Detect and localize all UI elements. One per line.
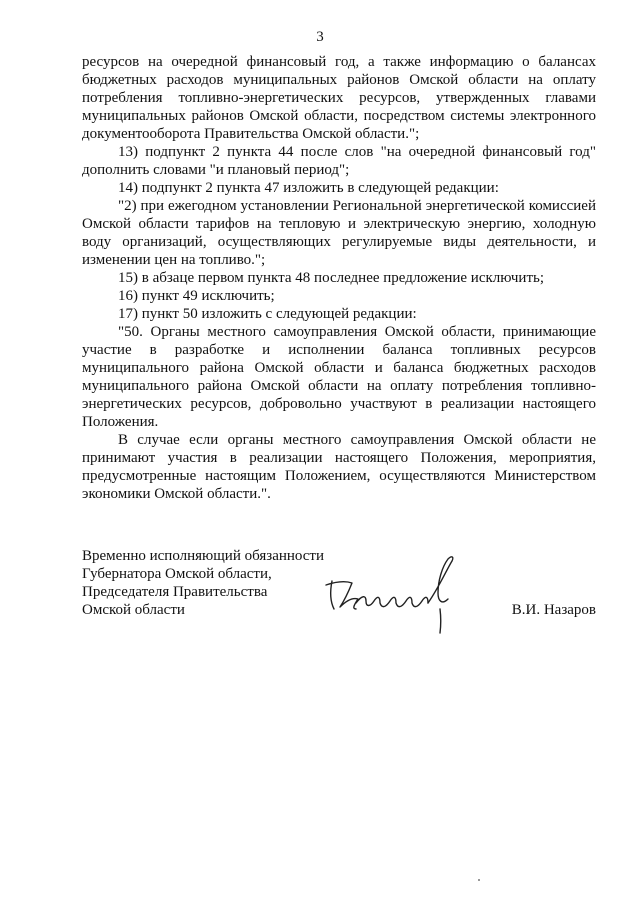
- paragraph-clause-50: "50. Органы местного самоуправления Омской области, принимающие участие в разработке и исполнении баланса топливных ресурсов муниципального района Омской области и баланса бюджетных расходов муниципального района Омской области на оплату потребления топливно-энергетических ресурсов, добровольно участвуют в реализации настоящего Положения.: [82, 324, 596, 430]
- paragraph-item-14: 14) подпункт 2 пункта 47 изложить в следующей редакции:: [118, 180, 499, 196]
- signer-title-line: Омской области: [82, 602, 185, 618]
- page-number: 3: [316, 29, 324, 45]
- handwritten-signature: [320, 551, 470, 637]
- scan-artifact: [478, 879, 480, 881]
- signer-title-line: Губернатора Омской области,: [82, 566, 272, 582]
- paragraph-item-13: 13) подпункт 2 пункта 44 после слов "на очередной финансовый год" дополнить словами "и плановый период";: [82, 144, 596, 178]
- signer-name: В.И. Назаров: [511, 602, 596, 618]
- paragraph-subitem-2: "2) при ежегодном установлении Региональной энергетической комиссией Омской области тарифов на тепловую и электрическую энергию, холодную воду организаций, осуществляющих регулируемые виды деятельности, и изменении цен на топливо.";: [82, 198, 596, 268]
- paragraph-item-15: 15) в абзаце первом пункта 48 последнее предложение исключить;: [118, 270, 545, 286]
- signature-block: [82, 547, 596, 627]
- paragraph-item-17: 17) пункт 50 изложить с следующей редакции:: [118, 306, 417, 322]
- paragraph-item-16: 16) пункт 49 исключить;: [118, 288, 275, 304]
- signer-title: [82, 547, 324, 619]
- document-body: [82, 53, 596, 503]
- signer-title-line: Председателя Правительства: [82, 584, 268, 600]
- paragraph-continuation: ресурсов на очередной финансовый год, а также информацию о балансах бюджетных расходов муниципальных районов Омской области на оплату потребления топливно-энергетических ресурсов, утвержденных главами муниципальных районов Омской области, посредством системы электронного документооборота Правительства Омской области.";: [82, 54, 596, 142]
- signer-title-line: Временно исполняющий обязанности: [82, 548, 325, 564]
- paragraph-clause-50-cont: В случае если органы местного самоуправления Омской области не принимают участия в реализации настоящего Положения, мероприятия, предусмотренные настоящим Положением, осуществляются Министерством экономики Омской области.".: [82, 432, 596, 502]
